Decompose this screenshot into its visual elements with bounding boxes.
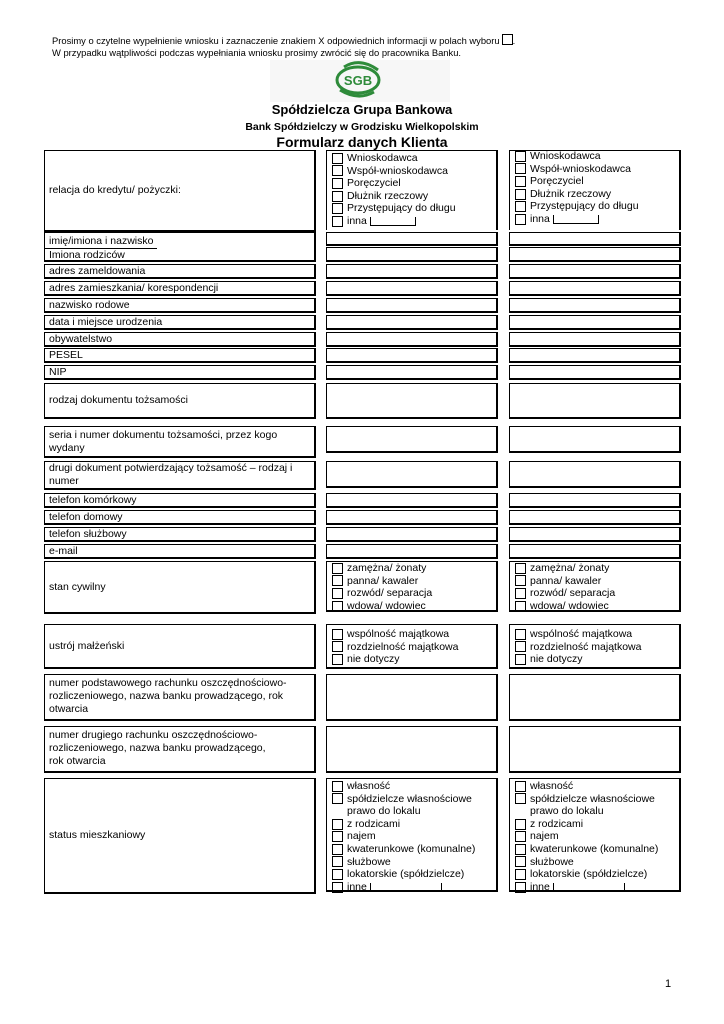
option-sluzbowe[interactable]: służbowe: [515, 856, 687, 869]
field-nazwisko-rodowe-2[interactable]: [509, 298, 681, 313]
form-title: Formularz danych Klienta: [276, 134, 448, 150]
option-zamezna[interactable]: zamężna/ żonaty: [515, 562, 687, 575]
field-tel-domowy-1[interactable]: [326, 510, 498, 525]
field-rodzice-2[interactable]: [509, 247, 681, 262]
option-nie-dotyczy[interactable]: nie dotyczy: [332, 653, 504, 666]
checkbox-icon: [332, 869, 343, 880]
label-stan-cywilny: stan cywilny: [44, 561, 316, 614]
fill-line: [553, 215, 599, 224]
checkbox-icon: [515, 163, 526, 174]
field-imie-1[interactable]: [326, 232, 498, 246]
checkbox-icon: [332, 831, 343, 842]
option-wlasnosc[interactable]: własność: [515, 780, 687, 793]
intro-text: [52, 34, 515, 59]
field-drugi-dokument-1[interactable]: [326, 461, 498, 488]
label-seria-dokumentu: seria i numer dokumentu tożsamości, przez kogo wydany: [44, 426, 316, 458]
checkbox-icon: [515, 214, 526, 225]
field-tel-komorkowy-2[interactable]: [509, 493, 681, 508]
option-inne[interactable]: inne: [515, 881, 687, 894]
option-spoldzielcze[interactable]: spółdzielcze własnościowe: [332, 793, 504, 806]
label-nip: NIP: [44, 365, 316, 380]
checkbox-sample-icon: [502, 34, 513, 45]
checkbox-icon: [332, 793, 343, 804]
option-kwaterunkowe[interactable]: kwaterunkowe (komunalne): [332, 843, 504, 856]
label-zameldowanie: adres zameldowania: [44, 264, 316, 279]
label-rachunek-2: [44, 726, 316, 773]
field-zameldowanie-1[interactable]: [326, 264, 498, 279]
checkbox-icon: [332, 781, 343, 792]
sgb-logo-icon: [330, 61, 388, 99]
option-inna[interactable]: inna: [332, 215, 504, 228]
option-wspolwnioskodawca[interactable]: Współ-wnioskodawca: [515, 163, 687, 176]
fill-line: [553, 883, 625, 892]
label-email: e-mail: [44, 544, 316, 559]
page-number: 1: [665, 978, 672, 990]
label-imie: imię/imiona i nazwisko: [45, 235, 157, 249]
field-rachunek-1-1[interactable]: [326, 674, 498, 721]
label-tel-sluzbowy: telefon służbowy: [44, 527, 316, 542]
option-wlasnosc[interactable]: własność: [332, 780, 504, 793]
checkbox-icon: [515, 869, 526, 880]
field-pesel-2[interactable]: [509, 348, 681, 363]
intro-line-1-end: .: [512, 35, 516, 46]
label-rachunek-2-b: rok otwarcia: [49, 755, 106, 767]
checkbox-icon: [515, 189, 526, 200]
checkbox-icon: [332, 844, 343, 855]
relacja-options-2: [515, 150, 687, 226]
option-rozdzielnosc[interactable]: rozdzielność majątkowa: [332, 641, 504, 654]
option-rozwod[interactable]: rozwód/ separacja: [332, 587, 504, 600]
label-obywatelstwo: obywatelstwo: [44, 332, 316, 347]
option-spoldzielcze-cont: prawo do lokalu: [347, 805, 421, 818]
option-sluzbowe[interactable]: służbowe: [332, 856, 504, 869]
label-nazwisko-rodowe: nazwisko rodowe: [44, 298, 316, 313]
checkbox-icon: [515, 856, 526, 867]
field-seria-dokumentu-1[interactable]: [326, 426, 498, 453]
checkbox-icon: [332, 856, 343, 867]
field-tel-sluzbowy-2[interactable]: [509, 527, 681, 542]
field-drugi-dokument-2[interactable]: [509, 461, 681, 488]
stan-options-1: [332, 562, 504, 612]
option-zamezna[interactable]: zamężna/ żonaty: [332, 562, 504, 575]
label-relacja: relacja do kredytu/ pożyczki:: [44, 150, 316, 232]
field-email-2[interactable]: [509, 544, 681, 559]
checkbox-icon: [515, 176, 526, 187]
label-zamieszkanie: adres zamieszkania/ korespondencji: [44, 281, 316, 296]
label-rachunek-1: numer podstawowego rachunku oszczędnościowo-rozliczeniowego, nazwa banku prowadzącego, rok otwarcia: [44, 674, 316, 721]
relacja-options-1: [332, 152, 504, 228]
label-ustroj: ustrój małżeński: [44, 624, 316, 669]
field-obywatelstwo-2[interactable]: [509, 332, 681, 347]
label-rachunek-2-a: numer drugiego rachunku oszczędnościowo-rozliczeniowego, nazwa banku prowadzącego,: [49, 729, 266, 754]
option-dluznik[interactable]: Dłużnik rzeczowy: [332, 190, 504, 203]
checkbox-icon: [332, 191, 343, 202]
option-najem[interactable]: najem: [515, 830, 687, 843]
checkbox-icon: [515, 882, 526, 893]
bank-name: Bank Spółdzielczy w Grodzisku Wielkopolskim: [245, 121, 479, 133]
option-wdowa[interactable]: wdowa/ wdowiec: [515, 600, 687, 613]
checkbox-icon: [515, 641, 526, 652]
option-poreczyciel[interactable]: Poręczyciel: [515, 175, 687, 188]
checkbox-icon: [332, 153, 343, 164]
option-poreczyciel[interactable]: Poręczyciel: [332, 177, 504, 190]
checkbox-icon: [332, 641, 343, 652]
checkbox-icon: [332, 654, 343, 665]
checkbox-icon: [515, 629, 526, 640]
status-options-1: [332, 780, 504, 893]
checkbox-icon: [332, 575, 343, 586]
checkbox-icon: [515, 654, 526, 665]
option-spoldzielcze[interactable]: spółdzielcze własnościowe: [515, 793, 687, 806]
label-rodzice: Imiona rodziców: [49, 249, 125, 261]
checkbox-icon: [332, 216, 343, 227]
field-nazwisko-rodowe-1[interactable]: [326, 298, 498, 313]
field-zamieszkanie-2[interactable]: [509, 281, 681, 296]
stan-options-2: [515, 562, 687, 612]
option-rozdzielnosc[interactable]: rozdzielność majątkowa: [515, 641, 687, 654]
checkbox-icon: [332, 819, 343, 830]
label-tel-domowy: telefon domowy: [44, 510, 316, 525]
label-imie-rodzice: [44, 232, 316, 262]
field-zameldowanie-2[interactable]: [509, 264, 681, 279]
intro-line-1: Prosimy o czytelne wypełnienie wniosku i zaznaczenie znakiem X odpowiednich informacji w polach wyboru: [52, 35, 500, 46]
option-panna[interactable]: panna/ kawaler: [332, 575, 504, 588]
field-rodzice-1[interactable]: [326, 247, 498, 262]
option-wspolnosc[interactable]: wspólność majątkowa: [515, 628, 687, 641]
checkbox-icon: [515, 781, 526, 792]
option-przystepujacy[interactable]: Przystępujący do długu: [332, 202, 504, 215]
field-nip-2[interactable]: [509, 365, 681, 380]
field-imie-2[interactable]: [509, 232, 681, 246]
checkbox-icon: [515, 601, 526, 612]
label-rodzaj-dokumentu: rodzaj dokumentu tożsamości: [44, 383, 316, 419]
field-obywatelstwo-1[interactable]: [326, 332, 498, 347]
checkbox-icon: [515, 793, 526, 804]
field-rachunek-2-2[interactable]: [509, 726, 681, 773]
checkbox-icon: [515, 201, 526, 212]
field-urodzenie-1[interactable]: [326, 315, 498, 330]
option-inna[interactable]: inna: [515, 213, 687, 226]
option-dluznik[interactable]: Dłużnik rzeczowy: [515, 188, 687, 201]
option-lokatorskie[interactable]: lokatorskie (spółdzielcze): [332, 868, 504, 881]
label-pesel: PESEL: [44, 348, 316, 363]
option-nie-dotyczy[interactable]: nie dotyczy: [515, 653, 687, 666]
label-status: status mieszkaniowy: [44, 778, 316, 894]
sgb-logo-text: SGB: [343, 73, 373, 88]
option-z-rodzicami[interactable]: z rodzicami: [515, 818, 687, 831]
checkbox-icon: [332, 165, 343, 176]
checkbox-icon: [515, 151, 526, 162]
option-spoldzielcze-cont: prawo do lokalu: [530, 805, 604, 818]
checkbox-icon: [515, 819, 526, 830]
checkbox-icon: [332, 563, 343, 574]
option-lokatorskie[interactable]: lokatorskie (spółdzielcze): [515, 868, 687, 881]
field-tel-komorkowy-1[interactable]: [326, 493, 498, 508]
checkbox-icon: [515, 563, 526, 574]
label-drugi-dokument: drugi dokument potwierdzający tożsamość – rodzaj i numer: [44, 461, 316, 490]
option-wnioskodawca[interactable]: Wnioskodawca: [332, 152, 504, 165]
field-rachunek-1-2[interactable]: [509, 674, 681, 721]
field-rodzaj-dokumentu-2[interactable]: [509, 383, 681, 419]
field-urodzenie-2[interactable]: [509, 315, 681, 330]
checkbox-icon: [332, 178, 343, 189]
option-rozwod[interactable]: rozwód/ separacja: [515, 587, 687, 600]
option-wspolnosc[interactable]: wspólność majątkowa: [332, 628, 504, 641]
checkbox-icon: [332, 203, 343, 214]
checkbox-icon: [332, 588, 343, 599]
checkbox-icon: [515, 844, 526, 855]
logo-area: [270, 60, 450, 102]
option-najem[interactable]: najem: [332, 830, 504, 843]
field-nip-1[interactable]: [326, 365, 498, 380]
ustroj-options-1: [332, 628, 504, 666]
checkbox-icon: [332, 601, 343, 612]
intro-line-2: W przypadku wątpliwości podczas wypełniania wniosku prosimy zwrócić się do pracownika Banku.: [52, 47, 462, 58]
field-seria-dokumentu-2[interactable]: [509, 426, 681, 453]
field-email-1[interactable]: [326, 544, 498, 559]
org-name: Spółdzielcza Grupa Bankowa: [271, 102, 453, 117]
option-z-rodzicami[interactable]: z rodzicami: [332, 818, 504, 831]
label-urodzenie: data i miejsce urodzenia: [44, 315, 316, 330]
status-options-2: [515, 780, 687, 893]
ustroj-options-2: [515, 628, 687, 666]
field-rachunek-2-1[interactable]: [326, 726, 498, 773]
checkbox-icon: [332, 882, 343, 893]
field-zamieszkanie-1[interactable]: [326, 281, 498, 296]
option-wspolwnioskodawca[interactable]: Współ-wnioskodawca: [332, 165, 504, 178]
option-kwaterunkowe[interactable]: kwaterunkowe (komunalne): [515, 843, 687, 856]
field-rodzaj-dokumentu-1[interactable]: [326, 383, 498, 419]
field-pesel-1[interactable]: [326, 348, 498, 363]
option-wdowa[interactable]: wdowa/ wdowiec: [332, 600, 504, 613]
field-tel-domowy-2[interactable]: [509, 510, 681, 525]
checkbox-icon: [515, 588, 526, 599]
option-przystepujacy[interactable]: Przystępujący do długu: [515, 200, 687, 213]
option-inne[interactable]: inne: [332, 881, 504, 894]
option-wnioskodawca[interactable]: Wnioskodawca: [515, 150, 687, 163]
checkbox-icon: [332, 629, 343, 640]
checkbox-icon: [515, 575, 526, 586]
fill-line: [370, 883, 442, 892]
label-tel-komorkowy: telefon komórkowy: [44, 493, 316, 508]
checkbox-icon: [515, 831, 526, 842]
field-tel-sluzbowy-1[interactable]: [326, 527, 498, 542]
fill-line: [370, 217, 416, 226]
option-panna[interactable]: panna/ kawaler: [515, 575, 687, 588]
